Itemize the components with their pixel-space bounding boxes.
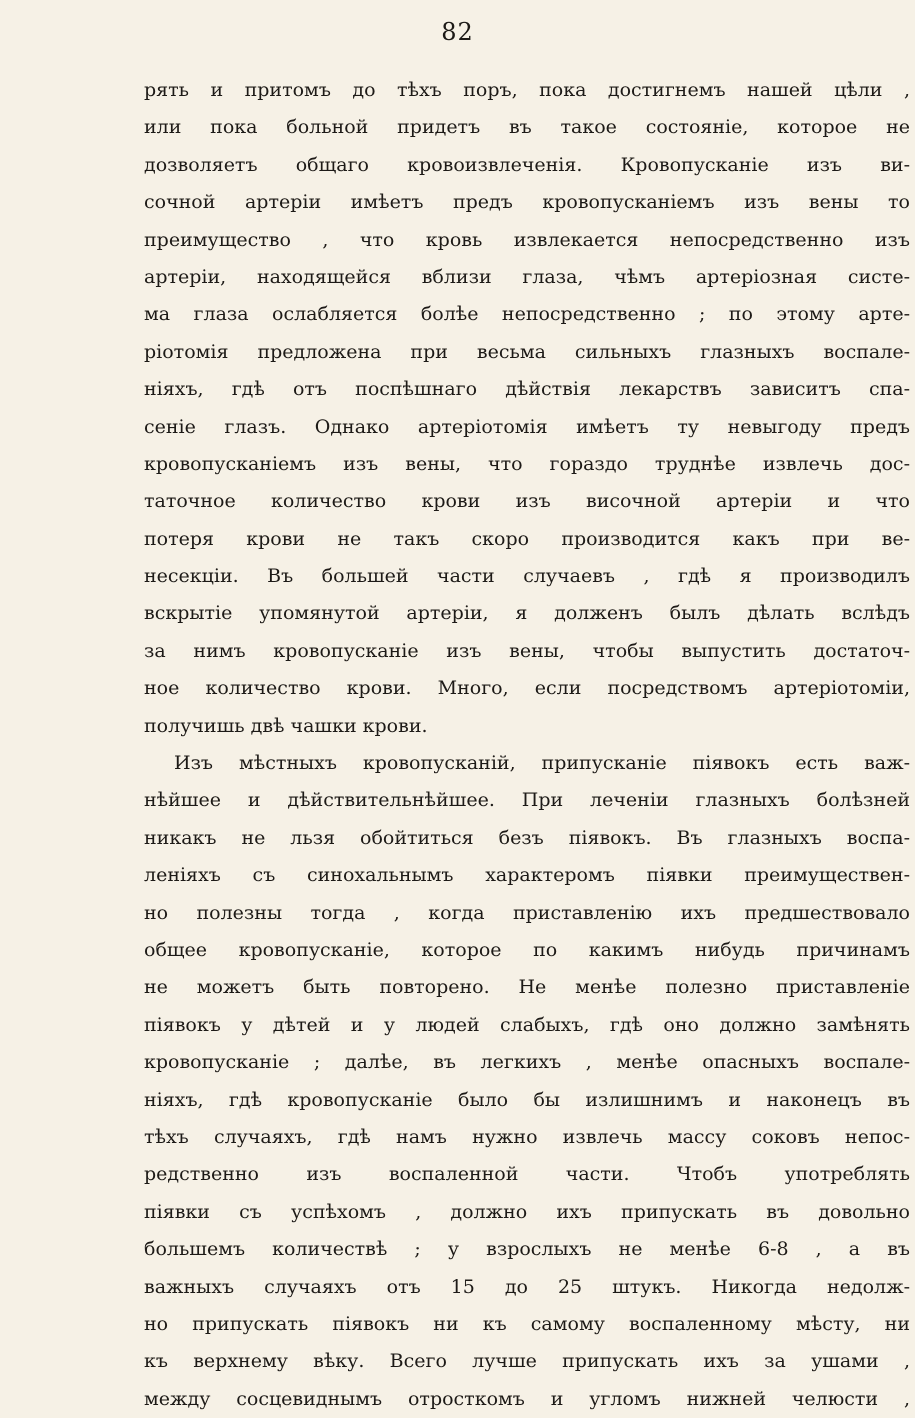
text-line: потеря крови не такъ скоро производится какъ при ве- bbox=[144, 527, 910, 550]
text-line: нѣйшее и дѣйствительнѣйшее. При леченiи глазныхъ болѣзней bbox=[144, 789, 910, 812]
body-text bbox=[144, 72, 910, 1418]
text-line: таточное количество крови изъ височной артерiи и что bbox=[144, 490, 910, 513]
paragraph-2 bbox=[144, 745, 910, 1418]
text-line: или пока больной придетъ въ такое состоянie, которое не bbox=[144, 116, 910, 139]
text-line: кровопусканie ; далѣе, въ легкихъ , менѣе опасныхъ воспале- bbox=[144, 1051, 910, 1074]
text-line: рiотомiя предложена при весьма сильныхъ глазныхъ воспале- bbox=[144, 340, 910, 363]
text-line: преимущество , что кровь извлекается непосредственно изъ bbox=[144, 228, 910, 251]
text-line: кровопусканieмъ изъ вены, что гораздо труднѣе извлечь дос- bbox=[144, 452, 910, 475]
text-line: Изъ мѣстныхъ кровопусканiй, припусканie пiявокъ есть важ- bbox=[174, 752, 910, 775]
text-line: между сосцевиднымъ отросткомъ и угломъ нижней челюсти , bbox=[144, 1387, 910, 1410]
text-line: ное количество крови. Много, если посредствомъ артерiотомiи, bbox=[144, 677, 910, 700]
text-line: ленiяхъ съ синохальнымъ характеромъ пiявки преимуществен- bbox=[144, 864, 910, 887]
text-line: артерiи, находящейся вблизи глаза, чѣмъ артерiозная систе- bbox=[144, 265, 910, 288]
text-line: никакъ не льзя обойтиться безъ пiявокъ. Въ глазныхъ воспа- bbox=[144, 826, 910, 849]
text-line: дозволяетъ общаго кровоизвлеченiя. Кровопусканie изъ ви- bbox=[144, 153, 910, 176]
text-line: сочной артерiи имѣетъ предъ кровопусканieмъ изъ вены то bbox=[144, 191, 910, 214]
text-line: вскрытie упомянутой артерiи, я долженъ былъ дѣлать вслѣдъ bbox=[144, 602, 910, 625]
text-line: редственно изъ воспаленной части. Чтобъ употреблять bbox=[144, 1163, 910, 1186]
text-line: несекцiи. Въ большей части случаевъ , гдѣ я производилъ bbox=[144, 565, 910, 588]
text-line: сенie глазъ. Однако артерiотомiя имѣетъ ту невыгоду предъ bbox=[144, 415, 910, 438]
text-line: но припускать пiявокъ ни къ самому воспаленному мѣсту, ни bbox=[144, 1312, 910, 1335]
text-line: общее кровопусканie, которое по какимъ нибудь причинамъ bbox=[144, 938, 910, 961]
text-line: нiяхъ, гдѣ отъ поспѣшнаго дѣйствiя лекарствъ зависитъ спа- bbox=[144, 378, 910, 401]
text-line: но полезны тогда , когда приставленiю ихъ предшествовало bbox=[144, 901, 910, 924]
text-line: не можетъ быть повторено. Не менѣе полезно приставленie bbox=[144, 976, 910, 999]
text-line: ма глаза ослабляется болѣе непосредственно ; по этому арте- bbox=[144, 303, 910, 326]
text-line: тѣхъ случаяхъ, гдѣ намъ нужно извлечь массу соковъ непос- bbox=[144, 1125, 910, 1148]
text-line: рять и притомъ до тѣхъ поръ, пока достигнемъ нашей цѣли , bbox=[144, 79, 910, 101]
text-line: важныхъ случаяхъ отъ 15 до 25 штукъ. Никогда недолж- bbox=[144, 1275, 910, 1298]
page-number: 82 bbox=[441, 18, 474, 46]
paragraph-1 bbox=[144, 72, 910, 745]
text-line: получишь двѣ чашки крови. bbox=[144, 714, 428, 737]
text-line: за нимъ кровопусканie изъ вены, чтобы выпустить достаточ- bbox=[144, 639, 910, 662]
text-line: къ верхнему вѣку. Всего лучше припускать ихъ за ушами , bbox=[144, 1350, 910, 1373]
text-line: нiяхъ, гдѣ кровопусканie было бы излишнимъ и наконецъ въ bbox=[144, 1088, 910, 1111]
text-line: пiявки съ успѣхомъ , должно ихъ припускать въ довольно bbox=[144, 1200, 910, 1223]
text-line: пiявокъ у дѣтей и у людей слабыхъ, гдѣ оно должно замѣнять bbox=[144, 1013, 910, 1036]
text-line: большемъ количествѣ ; у взрослыхъ не менѣе 6-8 , а въ bbox=[144, 1238, 910, 1261]
